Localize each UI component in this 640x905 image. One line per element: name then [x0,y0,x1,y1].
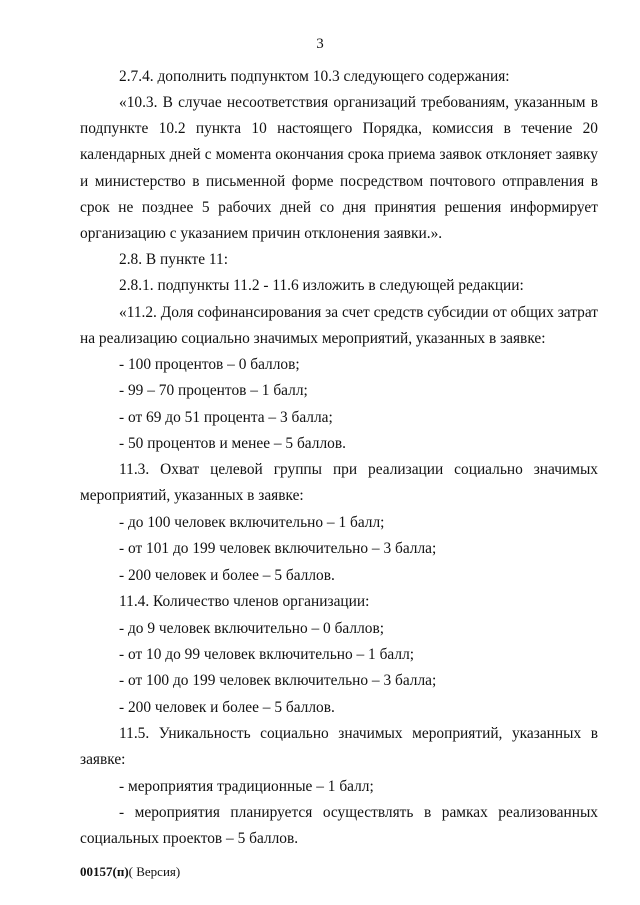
list-item: - от 10 до 99 человек включительно – 1 балл; [119,646,415,663]
list-item: - мероприятия планируется осуществлять в рамках реализованных социальных проектов – 5 баллов. [80,804,598,848]
list-item: - до 100 человек включительно – 1 балл; [119,514,385,531]
paragraph-quote-10-3: «10.3. В случае несоответствия организаций требованиям, указанным в подпункте 10.2 пункта 10 настоящего Порядка, комиссия в течение 20 календарных дней с момента окончания срока приема заявок отклоняет заявку и министерство в письменной форме посредством почтового отправления в срок не позднее 5 рабочих дней со дня принятия решения информирует организацию с указанием причин отклонения заявки.». [80,94,598,243]
list-item: - 50 процентов и менее – 5 баллов. [119,435,346,452]
paragraph-2-8-1: 2.8.1. подпункты 11.2 - 11.6 изложить в следующей редакции: [119,277,524,294]
list-item: - 99 – 70 процентов – 1 балл; [119,382,308,399]
paragraph-11-4: 11.4. Количество членов организации: [119,593,370,610]
list-item: - 200 человек и более – 5 баллов. [119,567,335,584]
paragraph-11-2: «11.2. Доля софинансирования за счет средств субсидии от общих затрат на реализацию социально значимых мероприятий, указанных в заявке: [80,304,598,348]
paragraph-11-5: 11.5. Уникальность социально значимых мероприятий, указанных в заявке: [80,725,598,769]
list-item: - 200 человек и более – 5 баллов. [119,699,335,716]
list-item: - до 9 человек включительно – 0 баллов; [119,620,384,637]
paragraph-2-8: 2.8. В пункте 11: [119,251,228,268]
paragraph-2-7-4: 2.7.4. дополнить подпунктом 10.3 следующего содержания: [119,68,510,85]
document-code: 00157(п) [80,864,129,879]
paragraph-11-3: 11.3. Охват целевой группы при реализации социально значимых мероприятий, указанных в заявке: [80,461,598,505]
page-number: 3 [316,36,324,52]
list-item: - от 100 до 199 человек включительно – 3 балла; [119,672,437,689]
document-footer [80,864,180,880]
list-item: - от 101 до 199 человек включительно – 3 балла; [119,540,437,557]
list-item: - мероприятия традиционные – 1 балл; [119,778,374,795]
list-item: - 100 процентов – 0 баллов; [119,356,300,373]
list-item: - от 69 до 51 процента – 3 балла; [119,409,333,426]
version-label: ( Версия) [128,864,181,879]
